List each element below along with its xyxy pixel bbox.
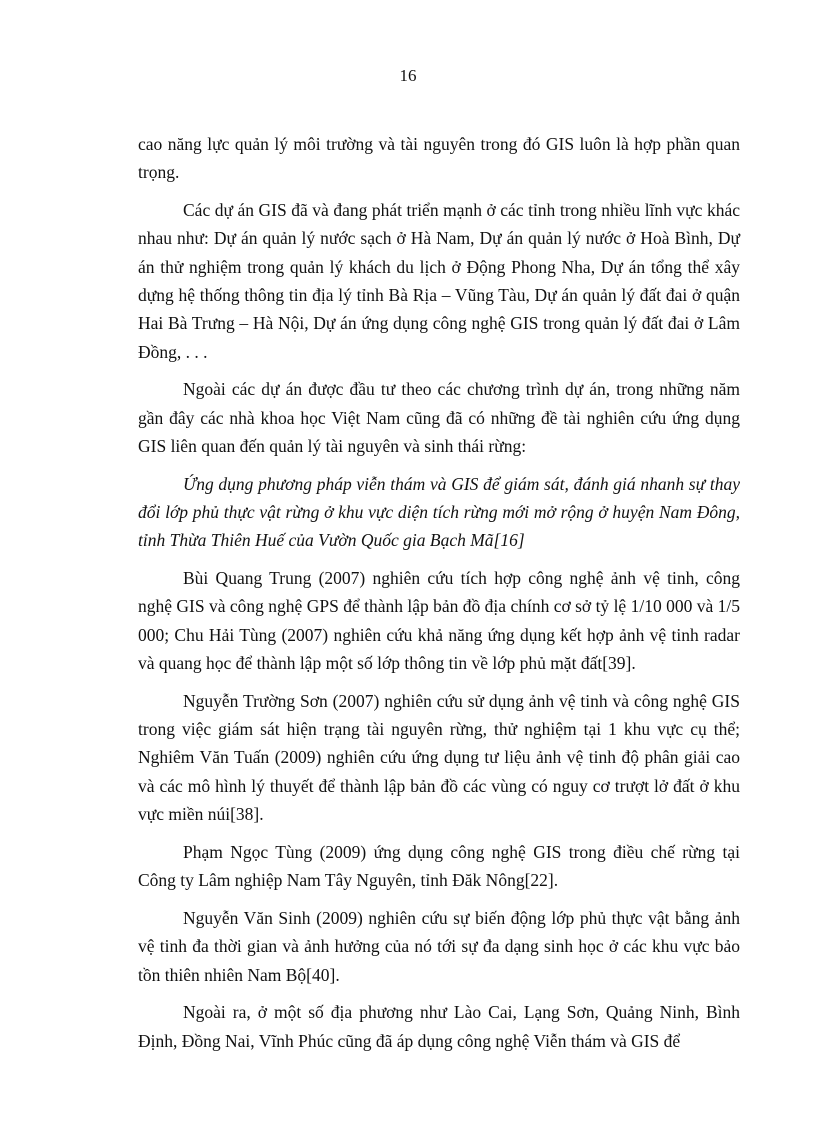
paragraph: Bùi Quang Trung (2007) nghiên cứu tích hợp công nghệ ảnh vệ tinh, công nghệ GIS và công nghệ GPS để thành lập bản đồ địa chính cơ sở tỷ lệ 1/10 000 và 1/5 000; Chu Hải Tùng (2007) nghiên cứu khả năng ứng dụng kết hợp ảnh vệ tinh radar và quang học để thành lập một số lớp thông tin về lớp phủ mặt đất[39].	[138, 568, 740, 674]
paragraph: Ngoài ra, ở một số địa phương như Lào Cai, Lạng Sơn, Quảng Ninh, Bình Định, Đồng Nai, Vĩnh Phúc cũng đã áp dụng công nghệ Viễn thám và GIS để	[138, 1002, 740, 1051]
paragraph: cao năng lực quản lý môi trường và tài nguyên trong đó GIS luôn là hợp phần quan trọng.	[138, 134, 740, 183]
page-number: 16	[399, 66, 417, 85]
paragraph: Ngoài các dự án được đầu tư theo các chương trình dự án, trong những năm gần đây các nhà khoa học Việt Nam cũng đã có những đề tài nghiên cứu ứng dụng GIS liên quan đến quản lý tài nguyên và sinh thái rừng:	[138, 379, 740, 456]
paragraph: Phạm Ngọc Tùng (2009) ứng dụng công nghệ GIS trong điều chế rừng tại Công ty Lâm nghiệp Nam Tây Nguyên, tỉnh Đăk Nông[22].	[138, 841, 740, 891]
paragraph: Các dự án GIS đã và đang phát triển mạnh ở các tỉnh trong nhiều lĩnh vực khác nhau như: Dự án quản lý nước sạch ở Hà Nam, Dự án quản lý nước ở Hoà Bình, Dự án thử nghiệm trong quản lý khách du lịch ở Động Phong Nha, Dự án tổng thể xây dựng hệ thống thông tin địa lý tỉnh Bà Rịa – Vũng Tàu, Dự án quản lý đất đai ở quận Hai Bà Trưng – Hà Nội, Dự án ứng dụng công nghệ GIS trong quản lý đất đai ở Lâm Đồng, . . .	[138, 200, 740, 362]
paragraph: Nguyễn Trường Sơn (2007) nghiên cứu sử dụng ảnh vệ tinh và công nghệ GIS trong việc giám sát hiện trạng tài nguyên rừng, thử nghiệm tại 1 khu vực cụ thể; Nghiêm Văn Tuấn (2009) nghiên cứu ứng dụng tư liệu ảnh vệ tinh độ phân giải cao và các mô hình lý thuyết để thành lập bản đồ các vùng có nguy cơ trượt lở đất ở khu vực miền núi[38].	[138, 690, 740, 825]
paragraph: Ứng dụng phương pháp viễn thám và GIS để giám sát, đánh giá nhanh sự thay đổi lớp phủ thực vật rừng ở khu vực diện tích rừng mới mở rộng ở huyện Nam Đông, tỉnh Thừa Thiên Huế của Vườn Quốc gia Bạch Mã[16]	[138, 473, 740, 551]
paragraph: Nguyễn Văn Sinh (2009) nghiên cứu sự biến động lớp phủ thực vật bằng ảnh vệ tinh đa thời gian và ảnh hưởng của nó tới sự đa dạng sinh học ở các khu vực bảo tồn thiên nhiên Nam Bộ[40].	[138, 907, 740, 985]
body-text	[138, 130, 740, 1064]
